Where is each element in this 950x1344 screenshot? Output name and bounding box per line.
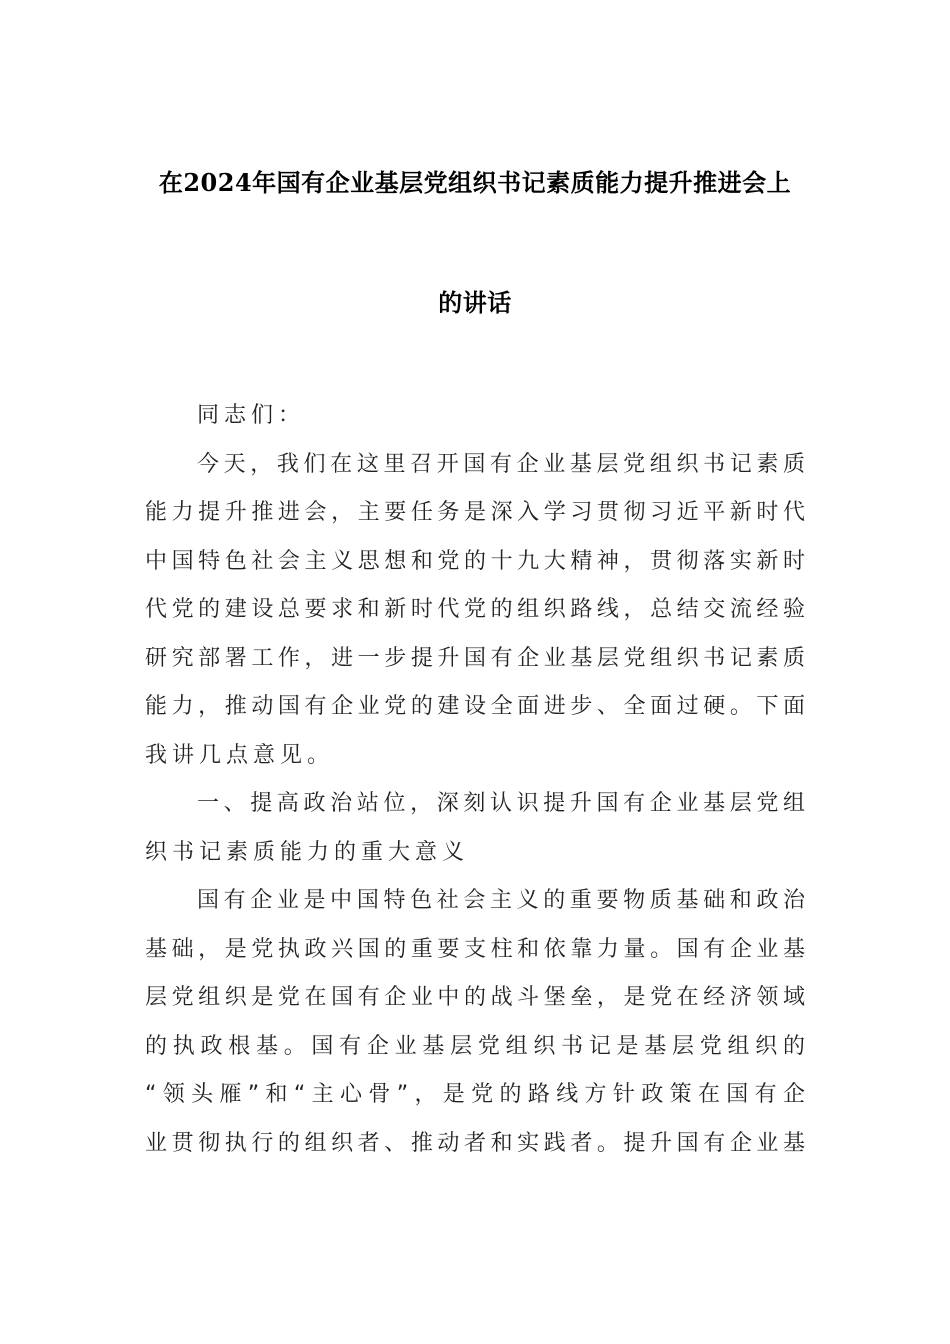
body-text-line: 中国特色社会主义思想和党的十九大精神，贯彻落实新时 <box>145 548 805 574</box>
body-text-line: 能力提升推进会，主要任务是深入学习贯彻习近平新时代 <box>145 500 805 525</box>
document-body <box>145 398 805 1174</box>
document-title-line-2: 的讲话 <box>438 288 512 317</box>
body-text-line: 我讲几点意见。 <box>145 742 335 768</box>
body-text-line: 层党组织是党在国有企业中的战斗堡垒，是党在经济领域 <box>145 985 805 1010</box>
body-text-line: 织书记素质能力的重大意义 <box>145 839 470 865</box>
body-text-line: 能力，推动国有企业党的建设全面进步、全面过硬。下面 <box>145 694 805 719</box>
body-text-line: 业贯彻执行的组织者、推动者和实践者。提升国有企业基 <box>145 1130 805 1156</box>
body-text-line: 同志们： <box>197 403 306 428</box>
body-text-line: 基础，是党执政兴国的重要支柱和依靠力量。国有企业基 <box>145 936 805 962</box>
body-text-line: 的执政根基。国有企业基层党组织书记是基层党组织的 <box>145 1033 805 1059</box>
body-text-line: “领头雁”和“主心骨”，是党的路线方针政策在国有企 <box>145 1082 805 1107</box>
body-text-line: 国有企业是中国特色社会主义的重要物质基础和政治 <box>197 888 805 913</box>
body-text-line: 今天，我们在这里召开国有企业基层党组织书记素质 <box>197 451 805 477</box>
body-text-line: 一、提高政治站位，深刻认识提升国有企业基层党组 <box>197 791 805 816</box>
body-text-line: 研究部署工作，进一步提升国有企业基层党组织书记素质 <box>145 645 805 671</box>
body-text-line: 代党的建设总要求和新时代党的组织路线，总结交流经验 <box>145 597 805 622</box>
document-title-line-1: 在2024年国有企业基层党组织书记素质能力提升推进会上 <box>158 168 792 197</box>
